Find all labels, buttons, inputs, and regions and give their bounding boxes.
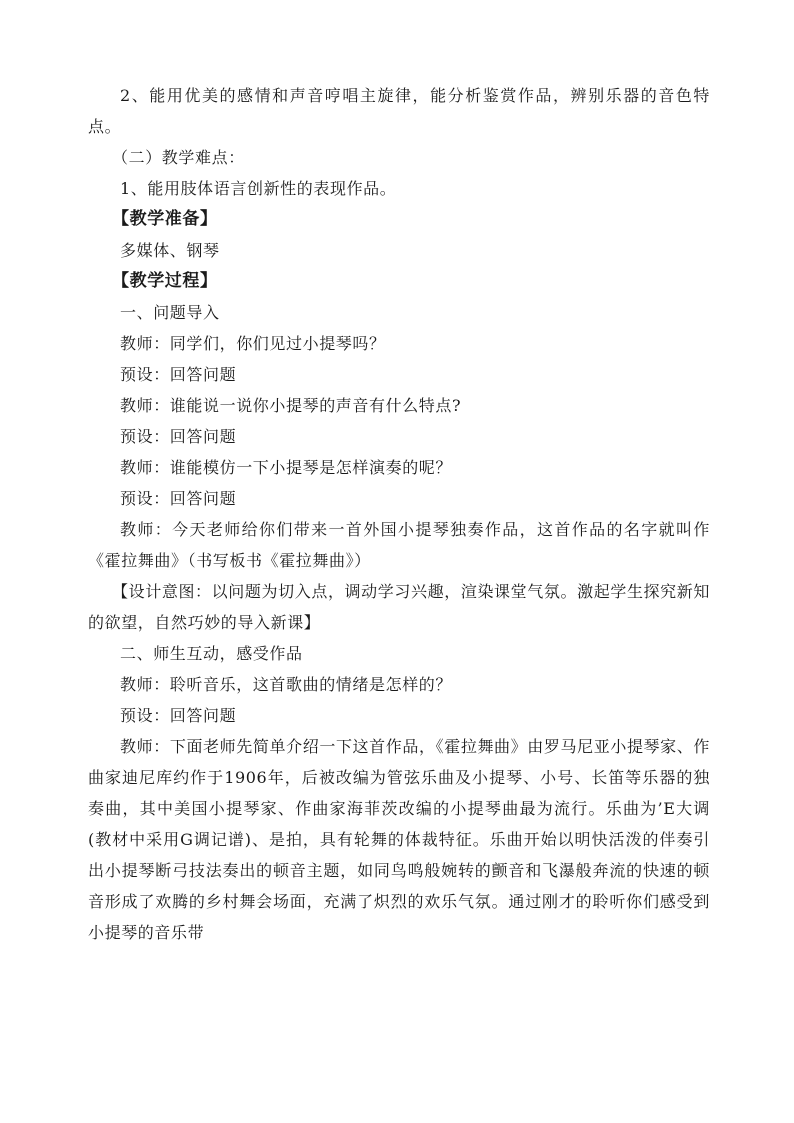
preparation-text: 多媒体、钢琴 [120, 241, 220, 260]
preset-line-3: 预设：回答问题 [120, 489, 237, 508]
design-intent: 【设计意图：以问题为切入点，调动学习兴趣，渲染课堂气氛。激起学生探究新知的欲望，自然巧妙的导入新课】 [88, 582, 710, 632]
preparation-heading: 【教学准备】 [112, 209, 218, 229]
teacher-line-3: 教师：谁能模仿一下小提琴是怎样演奏的呢？ [120, 458, 453, 477]
teacher-intro-paragraph: 教师：下面老师先简单介绍一下这首作品，《霍拉舞曲》由罗马尼亚小提琴家、作曲家迪尼库约作于1906年，后被改编为管弦乐曲及小提琴、小号、长笛等乐器的独奏曲，其中美国小提琴家、作曲家海菲茨改编的小提琴曲最为流行。乐曲为’E大调(教材中采用G调记谱)、是拍，具有轮舞的体裁特征。乐曲开始以明快活泼的伴奏引出小提琴断弓技法奏出的顿音主题，如同鸟鸣般婉转的颤音和飞瀑般奔流的快速的顿音形成了欢腾的乡村舞会场面，充满了炽烈的欢乐气氛。通过刚才的聆听你们感受到小提琴的音乐带 [88, 737, 710, 942]
teacher-line-5: 教师：聆听音乐，这首歌曲的情绪是怎样的？ [120, 675, 453, 694]
teacher-line-4: 教师：今天老师给你们带来一首外国小提琴独奏作品，这首作品的名字就叫作《霍拉舞曲》（书写板书《霍拉舞曲》） [88, 520, 710, 570]
section-2-title: 二、师生互动，感受作品 [120, 644, 303, 663]
difficulty-1: 1、能用肢体语言创新性的表现作品。 [120, 179, 397, 198]
objective-2: 2、能用优美的感情和声音哼唱主旋律，能分析鉴赏作品，辨别乐器的音色特点。 [88, 86, 710, 136]
difficulty-heading: （二）教学难点： [112, 148, 245, 167]
teacher-line-2: 教师：谁能说一说你小提琴的声音有什么特点? [120, 396, 462, 415]
preset-line-1: 预设：回答问题 [120, 365, 237, 384]
teacher-line-1: 教师：同学们，你们见过小提琴吗？ [120, 334, 386, 353]
preset-line-4: 预设：回答问题 [120, 706, 237, 725]
document-body [88, 80, 710, 948]
section-1-title: 一、问题导入 [120, 303, 220, 322]
process-heading: 【教学过程】 [112, 271, 218, 291]
preset-line-2: 预设：回答问题 [120, 427, 237, 446]
